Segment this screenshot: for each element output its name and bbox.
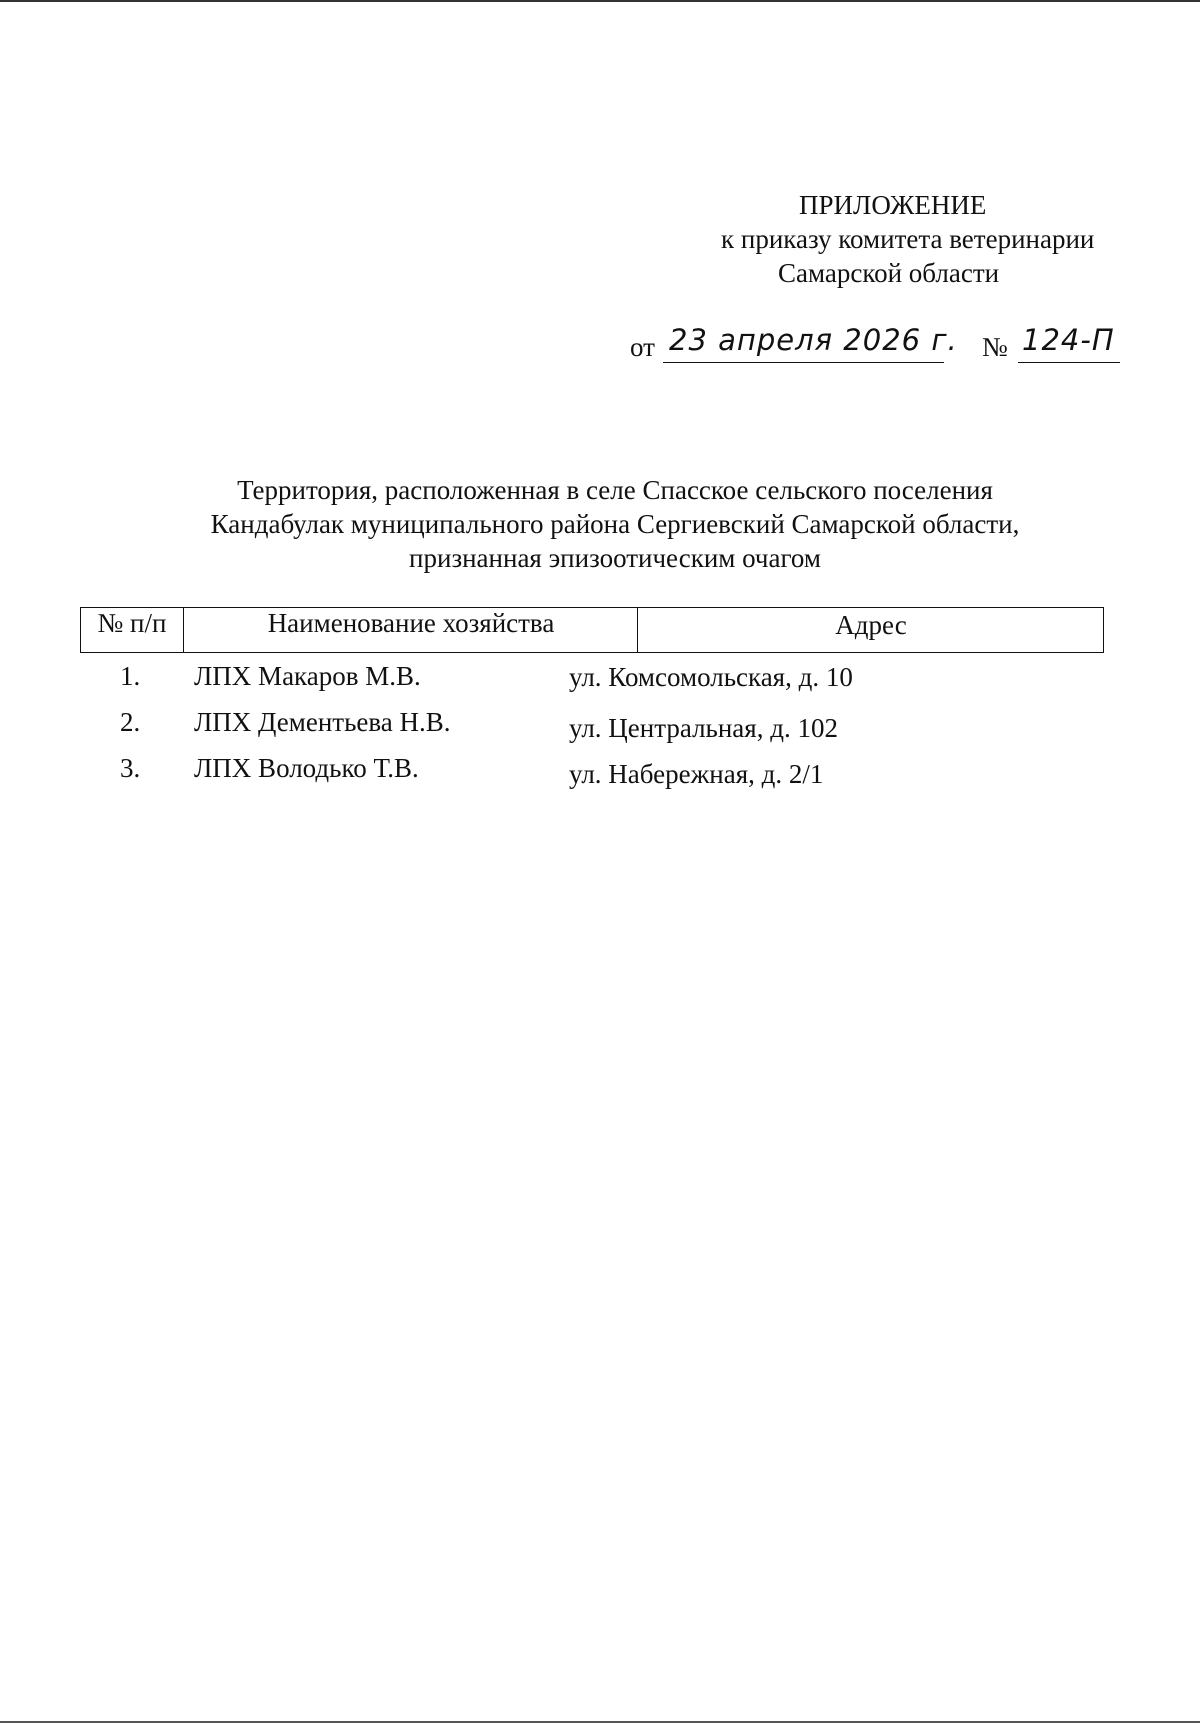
appendix-subtitle-line1: к приказу комитета ветеринарии (721, 224, 1095, 254)
row-number: 2. (120, 707, 141, 737)
row-farm-name: ЛПХ Володько Т.В. (194, 753, 419, 783)
table-row (80, 653, 1104, 699)
row-number: 1. (120, 661, 141, 691)
document-heading (150, 473, 1080, 575)
row-address: ул. Центральная, д. 102 (569, 713, 838, 743)
order-reference (630, 323, 1120, 370)
farms-table (80, 607, 1104, 791)
row-address: ул. Набережная, д. 2/1 (569, 759, 824, 789)
order-date-handwritten: 23 апреля 2026 г. (663, 322, 944, 363)
heading-line2: Кандабулак муниципального района Сергиевский Самарской области, (210, 509, 1020, 539)
header-number: № п/п (81, 608, 184, 652)
header-address: Адрес (835, 610, 907, 640)
table-header-row (80, 607, 1104, 653)
appendix-subtitle-line2: Самарской области (778, 258, 1000, 288)
table-row (80, 745, 1104, 791)
row-number: 3. (120, 753, 141, 783)
order-from-label: от (630, 332, 655, 362)
appendix-title: ПРИЛОЖЕНИЕ (799, 190, 987, 220)
order-number-handwritten: 124-П (1018, 322, 1120, 363)
order-number-label: № (982, 332, 1008, 362)
header-farm-name: Наименование хозяйства (185, 608, 638, 652)
row-farm-name: ЛПХ Макаров М.В. (194, 661, 421, 691)
row-farm-name: ЛПХ Дементьева Н.В. (194, 707, 451, 737)
page-top-edge (0, 0, 1200, 2)
table-row (80, 699, 1104, 745)
heading-line3: признанная эпизоотическим очагом (409, 543, 821, 573)
row-address: ул. Комсомольская, д. 10 (569, 662, 853, 692)
heading-line1: Территория, расположенная в селе Спасское сельского поселения (237, 475, 993, 505)
